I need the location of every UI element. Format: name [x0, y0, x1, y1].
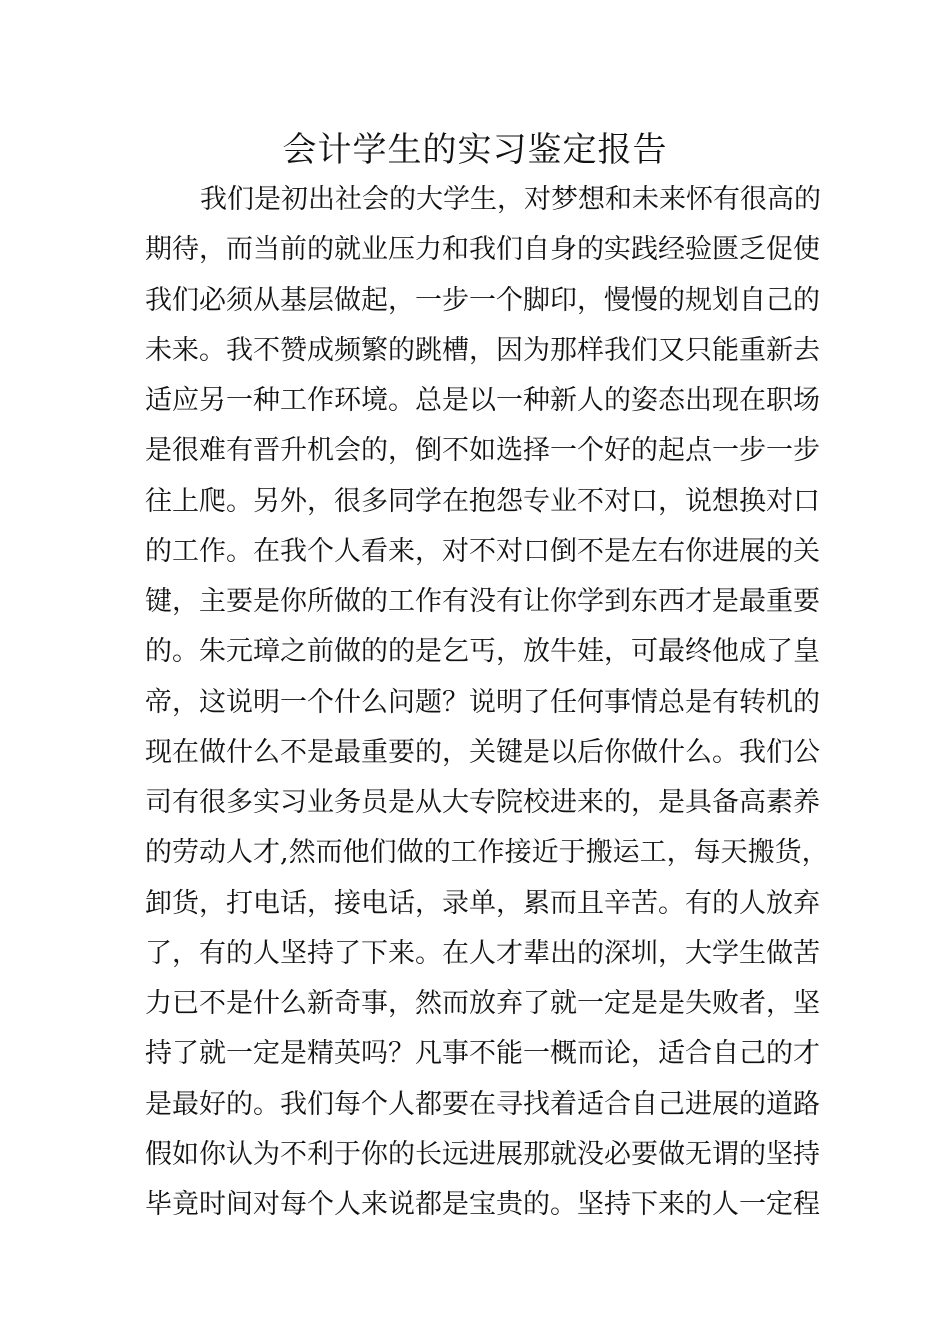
body-line: 的。朱元璋之前做的的是乞丐，放牛娃，可最终他成了皇: [145, 636, 820, 668]
body-line: 我们是初出社会的大学生，对梦想和未来怀有很高的: [200, 184, 821, 215]
body-line: 司有很多实习业务员是从大专院校进来的，是具备高素养: [145, 787, 820, 818]
body-line: 卸货，打电话，接电话，录单，累而且辛苦。有的人放弃: [145, 887, 820, 919]
body-line: 帝，这说明一个什么问题？说明了任何事情总是有转机的: [145, 686, 820, 718]
body-line: 是最好的。我们每个人都要在寻找着适合自己进展的道路: [145, 1088, 820, 1120]
body-line: 现在做什么不是最重要的，关键是以后你做什么。我们公: [145, 736, 820, 768]
body-line: 假如你认为不利于你的长远进展那就没必要做无谓的坚持: [145, 1138, 820, 1170]
body-line: 的劳动人才,然而他们做的工作接近于搬运工，每天搬货，: [145, 837, 829, 869]
body-line: 往上爬。另外，很多同学在抱怨专业不对口，说想换对口: [145, 485, 820, 517]
body-line: 适应另一种工作环境。总是以一种新人的姿态出现在职场: [145, 385, 820, 416]
body-line: 了，有的人坚持了下来。在人才辈出的深圳，大学生做苦: [145, 937, 820, 969]
body-line: 未来。我不赞成频繁的跳槽，因为那样我们又只能重新去: [145, 334, 820, 366]
document-body: [145, 175, 829, 1230]
body-line: 键，主要是你所做的工作有没有让你学到东西才是最重要: [145, 586, 820, 617]
body-line: 的工作。在我个人看来，对不对口倒不是左右你进展的关: [145, 535, 820, 567]
body-line: 持了就一定是精英吗？凡事不能一概而论，适合自己的才: [145, 1038, 820, 1070]
body-line: 毕竟时间对每个人来说都是宝贵的。坚持下来的人一定程: [145, 1189, 820, 1220]
body-line: 期待，而当前的就业压力和我们自身的实践经验匮乏促使: [145, 234, 820, 266]
body-line: 我们必须从基层做起，一步一个脚印，慢慢的规划自己的: [145, 284, 820, 316]
body-line: 力已不是什么新奇事，然而放弃了就一定是是失败者，坚: [145, 988, 820, 1019]
document-title: 会计学生的实习鉴定报告: [282, 130, 668, 170]
body-line: 是很难有晋升机会的，倒不如选择一个好的起点一步一步: [145, 435, 820, 467]
